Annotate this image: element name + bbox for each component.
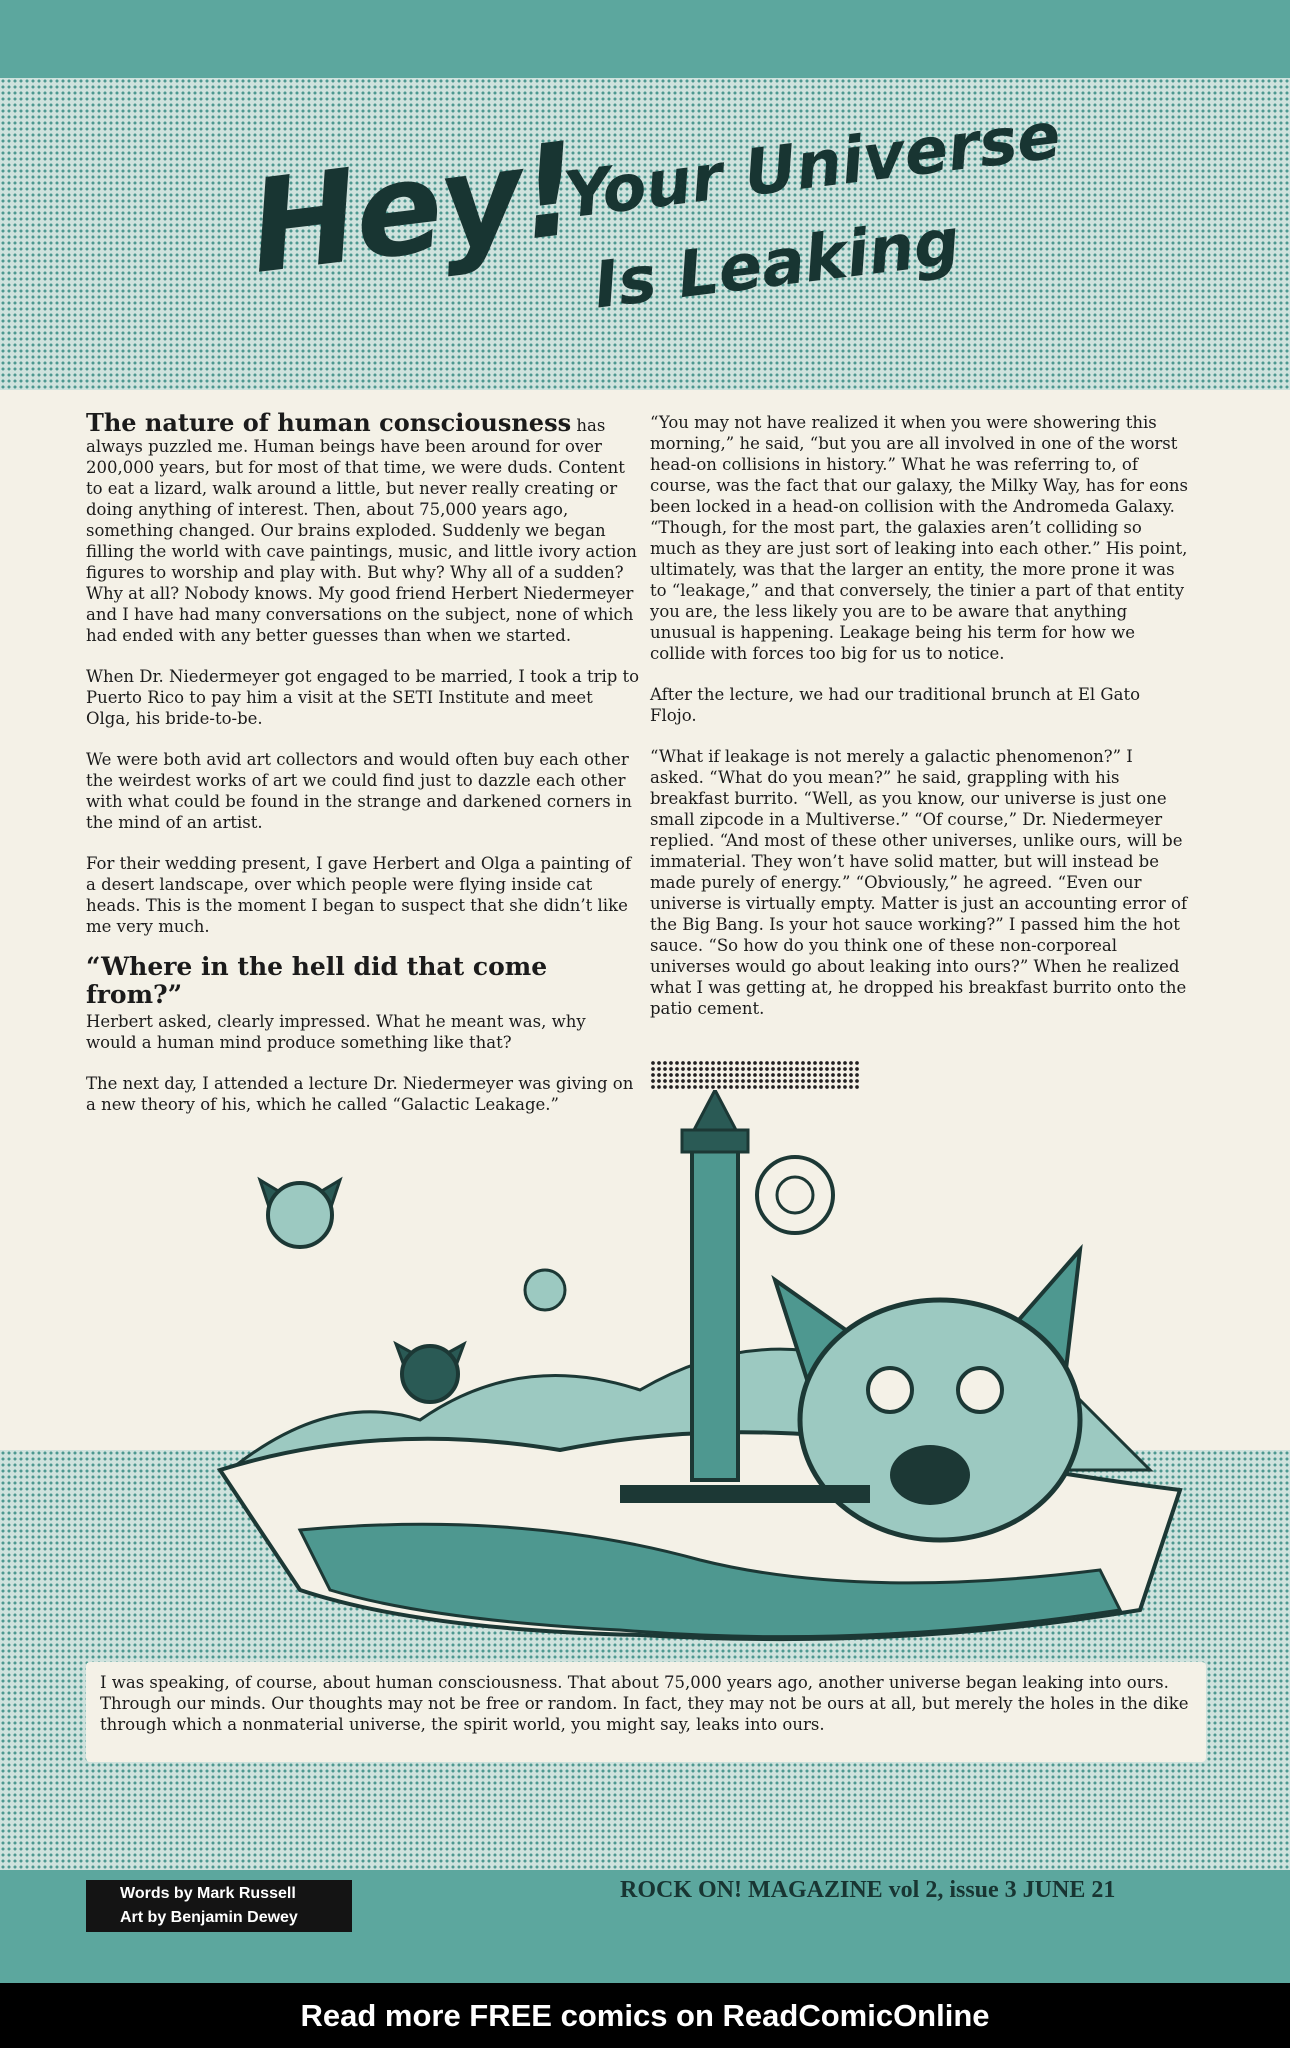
paragraph-7: “You may not have realized it when you were showering this morning,” he said, “but you are all involved in one of the worst head-on collisions in history.” What he was referring to, of course, was the fact that our galaxy, the Milky Way, has for eons been locked in a head-on collision with the Andromeda Galaxy. “Though, for the most part, the galaxies aren’t colliding so much as they are just sort of leaking into each other.” His point, ultimately, was that the larger an entity, the more prone it was to “leakage,” and that conversely, the tinier a part of that entity you are, the less likely you are to be aware that anything unusual is happening. Leakage being his term for how we collide with forces too big for us to notice.	[650, 413, 1188, 663]
paragraph-5	[86, 953, 641, 1053]
sun-inner	[777, 1177, 813, 1213]
title-hey: Hey!	[242, 115, 586, 303]
tower-spire	[694, 1090, 736, 1130]
art-credit: Art by Benjamin Dewey	[120, 1909, 298, 1926]
paragraph-5-text: Herbert asked, clearly impressed. What he meant was, why would a human mind produce something like that?	[86, 1012, 586, 1052]
top-band	[0, 0, 1290, 78]
promo-banner[interactable]: Read more FREE comics on ReadComicOnline	[0, 1983, 1290, 2048]
article-column-1	[86, 408, 641, 1135]
title-line-1: Your Universe	[560, 99, 1065, 234]
flying-cat-head-3	[525, 1270, 565, 1310]
sun	[757, 1157, 833, 1233]
paragraph-3: We were both avid art collectors and would often buy each other the weirdest works of art we could find just to dazzle each other with what could be found in the strange and darkened corners in the mind of an artist.	[86, 750, 632, 832]
lead-phrase: The nature of human consciousness	[86, 408, 572, 437]
magazine-issue: ROCK ON! MAGAZINE vol 2, issue 3 JUNE 21	[620, 1877, 1116, 1903]
article-column-2	[650, 412, 1190, 1039]
paragraph-1-text: has always puzzled me. Human beings have been around for over 200,000 years, but for most of that time, we were duds. Content to eat a lizard, walk around a little, but never really creating or doing anything of interest. Then, about 75,000 years ago, something changed. Our brains exploded. Suddenly we began filling the world with cave paintings, music, and little ivory action figures to worship and play with. But why? Why all of a sudden? Why at all? Nobody knows. My good friend Herbert Niedermeyer and I have had many conversations on the subject, none of which had ended with any better guesses than when we started.	[86, 416, 637, 645]
caption-text: I was speaking, of course, about human consciousness. That about 75,000 years ago, another universe began leaking into ours. Through our minds. Our thoughts may not be free or random. In fact, they may not be ours at all, but merely the holes in the dike through which a nonmaterial universe, the spirit world, you might say, leaks into ours.	[100, 1673, 1189, 1734]
words-credit: Words by Mark Russell	[120, 1885, 296, 1902]
paragraph-9: “What if leakage is not merely a galactic phenomenon?” I asked. “What do you mean?” he said, grappling with his breakfast burrito. “Well, as you know, our universe is just one small zipcode in a Multiverse.” “Of course,” Dr. Niedermeyer replied. “And most of these other universes, unlike ours, will be immaterial. They won’t have solid matter, but will instead be made purely of energy.” “Obviously,” he agreed. “Even our universe is virtually empty. Matter is just an accounting error of the Big Bang. Is your hot sauce working?” I passed him the hot sauce. “So how do you think one of these non-corporeal universes would go about leaking into ours?” When he realized what I was getting at, he dropped his breakfast burrito onto the patio cement.	[650, 747, 1188, 1018]
halftone-strip	[650, 1060, 860, 1090]
header-halftone	[0, 78, 1290, 390]
credits-box	[86, 1880, 352, 1932]
title-line-2: Is Leaking	[590, 205, 964, 324]
flying-cat-head-1	[260, 1180, 340, 1247]
tower	[692, 1140, 738, 1480]
paragraph-4: For their wedding present, I gave Herbert and Olga a painting of a desert landscape, over which people were flying inside cat heads. This is the moment I began to suspect that she didn’t like me very much.	[86, 854, 632, 936]
procession	[620, 1485, 870, 1503]
pull-quote: “Where in the hell did that come from?”	[86, 952, 548, 1009]
paragraph-2: When Dr. Niedermeyer got engaged to be married, I took a trip to Puerto Rico to pay him a visit at the SETI Institute and meet Olga, his bride-to-be.	[86, 667, 640, 728]
flying-cat-head-2	[396, 1344, 464, 1402]
paragraph-8: After the lecture, we had our traditional brunch at El Gato Flojo.	[650, 685, 1141, 725]
illustration	[0, 1090, 1290, 1650]
paragraph-6: The next day, I attended a lecture Dr. Niedermeyer was giving on a new theory of his, which he called “Galactic Leakage.”	[86, 1074, 634, 1114]
paragraph-1	[86, 408, 641, 646]
tower-top	[682, 1130, 748, 1152]
